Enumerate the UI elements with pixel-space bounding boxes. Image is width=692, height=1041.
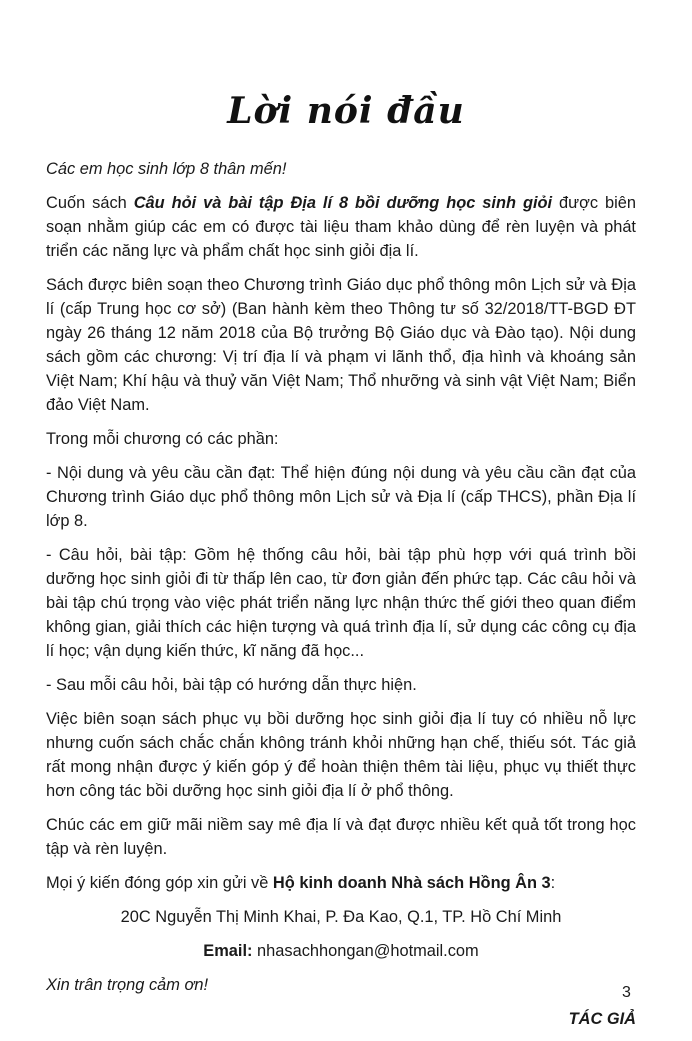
intro-prefix: Cuốn sách xyxy=(46,194,134,212)
preface-body xyxy=(46,157,636,1041)
greeting: Các em học sinh lớp 8 thân mến! xyxy=(46,160,287,178)
contact-prefix: Mọi ý kiến đóng góp xin gửi về xyxy=(46,874,273,892)
paragraph-parts-heading: Trong mỗi chương có các phần: xyxy=(46,430,279,448)
contact-organization: Hộ kinh doanh Nhà sách Hồng Ân 3 xyxy=(272,874,551,892)
contact-suffix: : xyxy=(550,874,556,892)
paragraph-wishes: Chúc các em giữ mãi niềm say mê địa lí và đạt được nhiều kết quả tốt trong học tập và rèn luyện. xyxy=(46,816,636,858)
paragraph-intro xyxy=(46,191,636,263)
paragraph-part-exercises: - Câu hỏi, bài tập: Gồm hệ thống câu hỏi, bài tập phù hợp với quá trình bồi dưỡng học sinh giỏi đi từ thấp lên cao, từ đơn giản đến phức tạp. Các câu hỏi và bài tập chú trọng vào việc phát triển năng lực nhận thức thế giới theo quan điểm không gian, giải thích các hiện tượng và quá trình địa lí, sử dụng các công cụ địa lí học; vận dụng kiến thức, kĩ năng đã học... xyxy=(46,546,636,660)
book-title: Câu hỏi và bài tập Địa lí 8 bồi dưỡng học sinh giỏi xyxy=(133,194,553,212)
intro-suffix: được biên soạn nhằm giúp các em có được tài liệu tham khảo dùng để rèn luyện và phát triển các năng lực và phẩm chất học sinh giỏi địa lí. xyxy=(46,194,637,260)
paragraph-part-guidance: - Sau mỗi câu hỏi, bài tập có hướng dẫn thực hiện. xyxy=(46,676,417,694)
page-number: 3 xyxy=(622,984,631,1001)
email-value: nhasachhongan@hotmail.com xyxy=(252,942,479,960)
paragraph-limitations: Việc biên soạn sách phục vụ bồi dưỡng học sinh giỏi địa lí tuy có nhiều nỗ lực nhưng cuốn sách chắc chắn không tránh khỏi những hạn chế, thiếu sót. Tác giả rất mong nhận được ý kiến góp ý để hoàn thiện thêm tài liệu, phục vụ thiết thực hơn công tác bồi dưỡng học sinh giỏi địa lí ở phổ thông. xyxy=(46,710,636,800)
paragraph-contact xyxy=(46,871,636,895)
paragraph-program: Sách được biên soạn theo Chương trình Giáo dục phổ thông môn Lịch sử và Địa lí (cấp Trung học cơ sở) (Ban hành kèm theo Thông tư số 32/2018/TT-BGD ĐT ngày 26 tháng 12 năm 2018 của Bộ trưởng Bộ Giáo dục và Đào tạo). Nội dung sách gồm các chương: Vị trí địa lí và phạm vi lãnh thổ, địa hình và khoáng sản Việt Nam; Khí hậu và thuỷ văn Việt Nam; Thổ nhưỡng và sinh vật Việt Nam; Biển đảo Việt Nam. xyxy=(46,276,636,414)
page-title: Lời nói đầu xyxy=(227,90,465,132)
email-label: Email: xyxy=(203,942,253,960)
contact-email xyxy=(46,939,636,963)
paragraph-part-content: - Nội dung và yêu cầu cần đạt: Thể hiện đúng nội dung và yêu cầu cần đạt của Chương trình Giáo dục phổ thông môn Lịch sử và Địa lí (cấp THCS), phần Địa lí lớp 8. xyxy=(46,464,636,530)
thanks-line: Xin trân trọng cảm ơn! xyxy=(46,976,209,994)
author-signature: TÁC GIẢ xyxy=(568,1010,636,1028)
contact-address: 20C Nguyễn Thị Minh Khai, P. Đa Kao, Q.1, TP. Hồ Chí Minh xyxy=(120,908,562,926)
